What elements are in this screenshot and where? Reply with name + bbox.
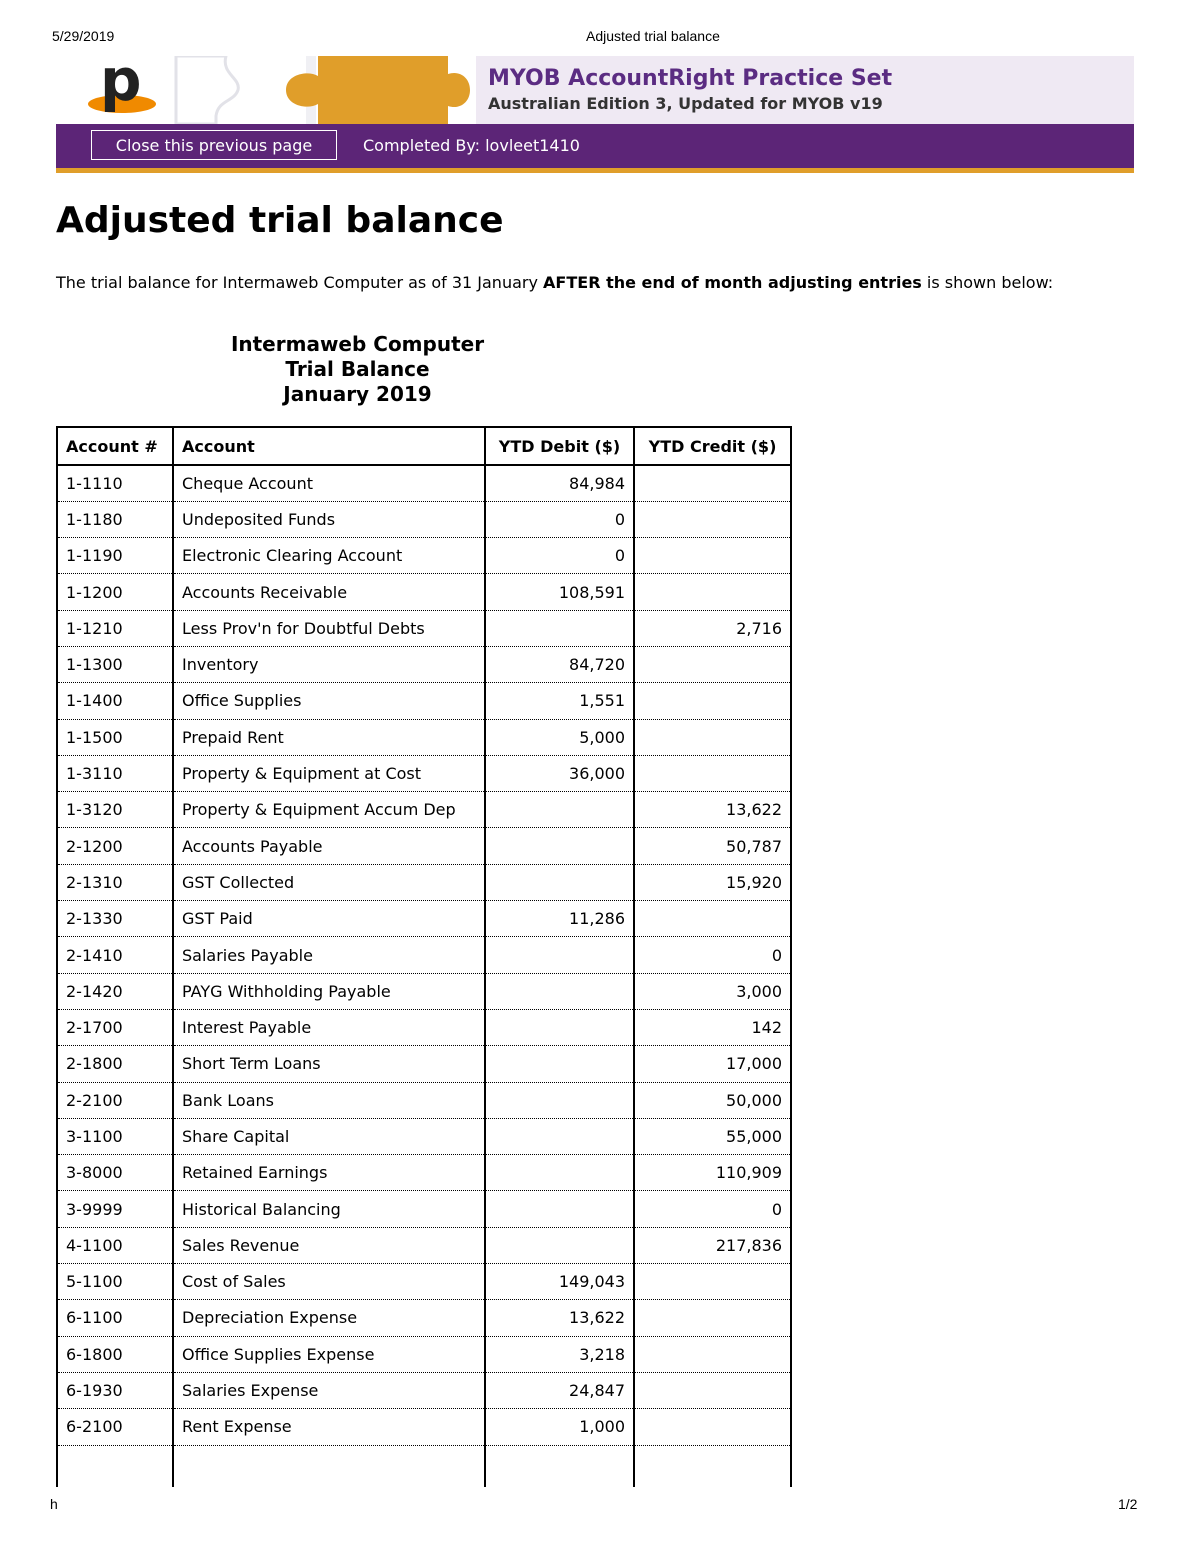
- debit-cell: 149,043: [485, 1264, 634, 1300]
- account-name-cell: Property & Equipment Accum Dep: [173, 792, 485, 828]
- account-number-cell: 1-1300: [57, 646, 173, 682]
- account-name-cell: Share Capital: [173, 1118, 485, 1154]
- debit-cell: 0: [485, 538, 634, 574]
- account-number-cell: 2-1700: [57, 1009, 173, 1045]
- account-name-cell: Undeposited Funds: [173, 501, 485, 537]
- credit-cell: 15,920: [634, 864, 791, 900]
- account-name-cell: Bank Loans: [173, 1082, 485, 1118]
- table-row: [57, 1009, 791, 1045]
- account-name-cell: Property & Equipment at Cost: [173, 755, 485, 791]
- account-name-cell: Rent Expense: [173, 1409, 485, 1445]
- account-name-cell: Prepaid Rent: [173, 719, 485, 755]
- account-number-cell: 1-1200: [57, 574, 173, 610]
- account-number-cell: 2-1330: [57, 901, 173, 937]
- credit-cell: 50,000: [634, 1082, 791, 1118]
- empty-cell: [634, 1445, 791, 1487]
- debit-cell: [485, 864, 634, 900]
- account-number-cell: 1-1110: [57, 465, 173, 501]
- account-number-cell: 1-3120: [57, 792, 173, 828]
- report-period: January 2019: [283, 382, 432, 406]
- table-row: [57, 1227, 791, 1263]
- puzzle-logo-icon: [56, 56, 476, 124]
- table-row: [57, 901, 791, 937]
- credit-cell: [634, 719, 791, 755]
- account-number-cell: 4-1100: [57, 1227, 173, 1263]
- account-name-cell: PAYG Withholding Payable: [173, 973, 485, 1009]
- table-row: [57, 1372, 791, 1408]
- empty-cell: [173, 1445, 485, 1487]
- debit-cell: [485, 610, 634, 646]
- table-row: [57, 1082, 791, 1118]
- table-row: [57, 1264, 791, 1300]
- table-row: [57, 828, 791, 864]
- account-number-cell: 6-1800: [57, 1336, 173, 1372]
- table-row: [57, 646, 791, 682]
- account-number-cell: 3-1100: [57, 1118, 173, 1154]
- table-row: [57, 501, 791, 537]
- credit-cell: 3,000: [634, 973, 791, 1009]
- debit-cell: 84,984: [485, 465, 634, 501]
- debit-cell: [485, 792, 634, 828]
- account-number-cell: 1-1190: [57, 538, 173, 574]
- table-row: [57, 1046, 791, 1082]
- debit-cell: 84,720: [485, 646, 634, 682]
- account-number-cell: 2-1410: [57, 937, 173, 973]
- intro-after: is shown below:: [921, 273, 1054, 292]
- table-row: [57, 1409, 791, 1445]
- account-number-cell: 6-2100: [57, 1409, 173, 1445]
- credit-cell: 50,787: [634, 828, 791, 864]
- table-row: [57, 1300, 791, 1336]
- table-row: [57, 538, 791, 574]
- table-row: [57, 864, 791, 900]
- credit-cell: 217,836: [634, 1227, 791, 1263]
- table-continuation-row: [57, 1445, 791, 1487]
- footer-url-fragment: h: [50, 1496, 58, 1510]
- empty-cell: [57, 1445, 173, 1487]
- account-number-cell: 1-1400: [57, 683, 173, 719]
- account-number-cell: 6-1100: [57, 1300, 173, 1336]
- account-number-cell: 2-2100: [57, 1082, 173, 1118]
- table-row: [57, 683, 791, 719]
- credit-cell: [634, 646, 791, 682]
- credit-cell: 55,000: [634, 1118, 791, 1154]
- table-body: [57, 465, 791, 1487]
- table-row: [57, 719, 791, 755]
- credit-cell: 2,716: [634, 610, 791, 646]
- account-number-cell: 2-1310: [57, 864, 173, 900]
- empty-cell: [485, 1445, 634, 1487]
- credit-cell: [634, 755, 791, 791]
- page-title: Adjusted trial balance: [56, 200, 504, 241]
- table-header-row: [57, 427, 791, 465]
- account-number-cell: 3-9999: [57, 1191, 173, 1227]
- account-number-cell: 3-8000: [57, 1155, 173, 1191]
- credit-cell: [634, 574, 791, 610]
- debit-cell: [485, 1009, 634, 1045]
- table-row: [57, 574, 791, 610]
- credit-cell: 110,909: [634, 1155, 791, 1191]
- account-number-cell: 1-3110: [57, 755, 173, 791]
- close-page-button[interactable]: Close this previous page: [91, 130, 337, 160]
- debit-cell: [485, 1046, 634, 1082]
- account-number-cell: 2-1800: [57, 1046, 173, 1082]
- account-name-cell: Historical Balancing: [173, 1191, 485, 1227]
- credit-cell: [634, 901, 791, 937]
- site-banner: [56, 56, 1134, 124]
- table-row: [57, 1155, 791, 1191]
- credit-cell: [634, 683, 791, 719]
- intro-emphasis: AFTER the end of month adjusting entries: [543, 273, 922, 292]
- debit-cell: [485, 1082, 634, 1118]
- debit-cell: 0: [485, 501, 634, 537]
- credit-cell: [634, 1372, 791, 1408]
- credit-cell: [634, 538, 791, 574]
- account-name-cell: GST Paid: [173, 901, 485, 937]
- report-heading: [170, 332, 545, 407]
- account-name-cell: GST Collected: [173, 864, 485, 900]
- credit-cell: [634, 1409, 791, 1445]
- table-row: [57, 465, 791, 501]
- table-row: [57, 755, 791, 791]
- logo-letter: p: [100, 56, 142, 114]
- credit-cell: [634, 1336, 791, 1372]
- print-header: [0, 28, 1192, 48]
- table-row: [57, 1336, 791, 1372]
- debit-cell: 1,551: [485, 683, 634, 719]
- debit-cell: [485, 1118, 634, 1154]
- debit-cell: [485, 1191, 634, 1227]
- debit-cell: 24,847: [485, 1372, 634, 1408]
- debit-cell: [485, 1155, 634, 1191]
- debit-cell: [485, 1227, 634, 1263]
- print-title: Adjusted trial balance: [586, 28, 720, 44]
- account-name-cell: Salaries Payable: [173, 937, 485, 973]
- credit-cell: 17,000: [634, 1046, 791, 1082]
- account-name-cell: Accounts Payable: [173, 828, 485, 864]
- account-name-cell: Accounts Receivable: [173, 574, 485, 610]
- account-number-cell: 2-1200: [57, 828, 173, 864]
- debit-cell: 13,622: [485, 1300, 634, 1336]
- header-ytd-credit: YTD Credit ($): [634, 427, 791, 465]
- table-row: [57, 610, 791, 646]
- debit-cell: 3,218: [485, 1336, 634, 1372]
- account-name-cell: Interest Payable: [173, 1009, 485, 1045]
- account-number-cell: 1-1500: [57, 719, 173, 755]
- account-name-cell: Electronic Clearing Account: [173, 538, 485, 574]
- page-number: 1/2: [1118, 1496, 1138, 1512]
- print-date: 5/29/2019: [52, 28, 115, 44]
- report-name: Trial Balance: [285, 357, 430, 381]
- nav-bar: [56, 124, 1134, 168]
- credit-cell: 0: [634, 937, 791, 973]
- account-name-cell: Sales Revenue: [173, 1227, 485, 1263]
- credit-cell: 0: [634, 1191, 791, 1227]
- header-ytd-debit: YTD Debit ($): [485, 427, 634, 465]
- debit-cell: [485, 828, 634, 864]
- completed-by-label: Completed By: lovleet1410: [363, 136, 580, 155]
- debit-cell: 11,286: [485, 901, 634, 937]
- account-name-cell: Office Supplies Expense: [173, 1336, 485, 1372]
- debit-cell: 108,591: [485, 574, 634, 610]
- table-row: [57, 937, 791, 973]
- intro-text: [56, 272, 1096, 293]
- debit-cell: 5,000: [485, 719, 634, 755]
- table-row: [57, 792, 791, 828]
- report-company: Intermaweb Computer: [230, 332, 485, 356]
- account-number-cell: 6-1930: [57, 1372, 173, 1408]
- account-name-cell: Less Prov'n for Doubtful Debts: [173, 610, 485, 646]
- header-account: Account: [173, 427, 485, 465]
- account-name-cell: Inventory: [173, 646, 485, 682]
- debit-cell: 36,000: [485, 755, 634, 791]
- credit-cell: [634, 501, 791, 537]
- credit-cell: [634, 465, 791, 501]
- table-row: [57, 1118, 791, 1154]
- account-name-cell: Salaries Expense: [173, 1372, 485, 1408]
- trial-balance-table: [56, 426, 792, 1487]
- account-name-cell: Cheque Account: [173, 465, 485, 501]
- account-number-cell: 5-1100: [57, 1264, 173, 1300]
- account-number-cell: 2-1420: [57, 973, 173, 1009]
- table-row: [57, 973, 791, 1009]
- debit-cell: [485, 937, 634, 973]
- account-number-cell: 1-1180: [57, 501, 173, 537]
- brand-title: MYOB AccountRight Practice Set: [488, 66, 893, 91]
- credit-cell: 13,622: [634, 792, 791, 828]
- credit-cell: 142: [634, 1009, 791, 1045]
- account-number-cell: 1-1210: [57, 610, 173, 646]
- account-name-cell: Retained Earnings: [173, 1155, 485, 1191]
- table-row: [57, 1191, 791, 1227]
- credit-cell: [634, 1264, 791, 1300]
- account-name-cell: Office Supplies: [173, 683, 485, 719]
- credit-cell: [634, 1300, 791, 1336]
- debit-cell: [485, 973, 634, 1009]
- nav-accent-bar: [56, 168, 1134, 173]
- debit-cell: 1,000: [485, 1409, 634, 1445]
- brand-subtitle: Australian Edition 3, Updated for MYOB v19: [488, 94, 883, 113]
- header-account-number: Account #: [57, 427, 173, 465]
- account-name-cell: Cost of Sales: [173, 1264, 485, 1300]
- account-name-cell: Depreciation Expense: [173, 1300, 485, 1336]
- account-name-cell: Short Term Loans: [173, 1046, 485, 1082]
- intro-before: The trial balance for Intermaweb Computer as of 31 January: [56, 273, 544, 292]
